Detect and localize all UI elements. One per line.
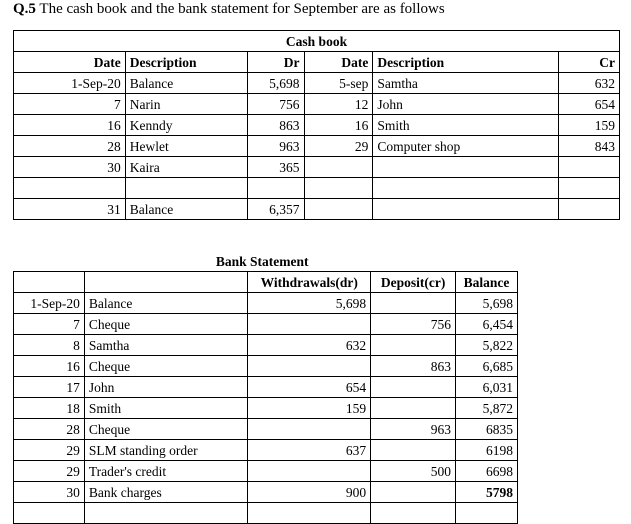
cash-book-dr: 5,698 [247, 73, 304, 94]
cash-book-dr: 863 [247, 115, 304, 136]
bank-deposit: 756 [371, 314, 456, 335]
bank-balance: 6198 [456, 440, 518, 461]
bank-deposit: 963 [371, 419, 456, 440]
question-number: Q.5 [13, 1, 36, 17]
bank-date: 16 [14, 356, 85, 377]
cash-book-dr: 756 [247, 94, 304, 115]
bank-date: 8 [14, 335, 85, 356]
cash-book-date2: 16 [304, 115, 373, 136]
bank-description: Cheque [84, 314, 248, 335]
bank-balance: 5798 [456, 482, 518, 503]
bank-balance: 5,822 [456, 335, 518, 356]
table-row [14, 73, 620, 94]
bank-withdrawal [248, 314, 371, 335]
bank-withdrawal: 654 [248, 377, 371, 398]
cash-book-date: 1-Sep-20 [14, 73, 126, 94]
cash-book-description [125, 178, 247, 199]
cash-book-header-description: Description [125, 52, 247, 73]
cash-book-description: Kenndy [125, 115, 247, 136]
cash-book-date: 28 [14, 136, 126, 157]
bank-statement-table [13, 251, 518, 524]
bank-description: SLM standing order [84, 440, 248, 461]
bank-balance: 6698 [456, 461, 518, 482]
table-row [14, 293, 518, 314]
cash-book-description2 [373, 157, 559, 178]
cash-book-date: 31 [14, 199, 126, 220]
bank-date: 28 [14, 419, 85, 440]
bank-balance: 6,454 [456, 314, 518, 335]
bank-description: Trader's credit [84, 461, 248, 482]
bank-balance: 5,872 [456, 398, 518, 419]
cash-book-description2: Computer shop [373, 136, 559, 157]
cash-book-date2 [304, 157, 373, 178]
table-row [14, 199, 620, 220]
bank-deposit [371, 482, 456, 503]
cash-book-cr: 654 [559, 94, 620, 115]
bank-deposit [371, 377, 456, 398]
bank-description [84, 503, 248, 524]
bank-date: 29 [14, 461, 85, 482]
bank-withdrawal [248, 356, 371, 377]
table-row [14, 482, 518, 503]
cash-book-date2 [304, 178, 373, 199]
cash-book-date2: 5-sep [304, 73, 373, 94]
table-row [14, 377, 518, 398]
table-row [14, 94, 620, 115]
cash-book-dr: 6,357 [247, 199, 304, 220]
bank-statement-title: Bank Statement [215, 253, 309, 269]
bank-withdrawal: 5,698 [248, 293, 371, 314]
bank-description: Balance [84, 293, 248, 314]
cash-book-description: Narin [125, 94, 247, 115]
bank-deposit [371, 398, 456, 419]
cash-book-description2 [373, 199, 559, 220]
cash-book-dr: 963 [247, 136, 304, 157]
bank-balance: 5,698 [456, 293, 518, 314]
table-row [14, 419, 518, 440]
cash-book-header-dr: Dr [247, 52, 304, 73]
table-row [14, 440, 518, 461]
bank-date: 7 [14, 314, 85, 335]
cash-book-date: 16 [14, 115, 126, 136]
bank-description: Smith [84, 398, 248, 419]
question-line [13, 1, 445, 18]
cash-book-date: 7 [14, 94, 126, 115]
cash-book-description2: John [373, 94, 559, 115]
question-text: The cash book and the bank statement for September are as follows [39, 1, 445, 17]
bank-date: 18 [14, 398, 85, 419]
cash-book-description2: Samtha [373, 73, 559, 94]
bank-description: John [84, 377, 248, 398]
table-row [14, 356, 518, 377]
cash-book-dr [247, 178, 304, 199]
cash-book-date2: 12 [304, 94, 373, 115]
table-row [14, 461, 518, 482]
cash-book-date [14, 178, 126, 199]
bank-deposit [371, 293, 456, 314]
table-row [14, 314, 518, 335]
cash-book-header-description2: Description [373, 52, 559, 73]
bank-withdrawal: 159 [248, 398, 371, 419]
bank-header-withdrawals: Withdrawals(dr) [248, 272, 371, 293]
cash-book-description: Balance [125, 199, 247, 220]
cash-book-dr: 365 [247, 157, 304, 178]
cash-book-header-date2: Date [304, 52, 373, 73]
cash-book-description2 [373, 178, 559, 199]
bank-balance: 6,685 [456, 356, 518, 377]
bank-balance: 6835 [456, 419, 518, 440]
bank-withdrawal: 900 [248, 482, 371, 503]
cash-book-cr [559, 157, 620, 178]
table-row [14, 398, 518, 419]
table-row [14, 115, 620, 136]
cash-book-cr: 159 [559, 115, 620, 136]
cash-book-date2 [304, 199, 373, 220]
bank-date: 30 [14, 482, 85, 503]
bank-date: 17 [14, 377, 85, 398]
bank-balance [456, 503, 518, 524]
bank-balance: 6,031 [456, 377, 518, 398]
cash-book-cr: 632 [559, 73, 620, 94]
bank-deposit: 863 [371, 356, 456, 377]
bank-deposit [371, 335, 456, 356]
bank-description: Bank charges [84, 482, 248, 503]
bank-description: Cheque [84, 419, 248, 440]
bank-header-balance: Balance [456, 272, 518, 293]
table-row [14, 503, 518, 524]
cash-book-cr: 843 [559, 136, 620, 157]
cash-book-header-cr: Cr [559, 52, 620, 73]
table-row [14, 178, 620, 199]
cash-book-date2: 29 [304, 136, 373, 157]
table-row [14, 136, 620, 157]
cash-book-description2: Smith [373, 115, 559, 136]
cash-book-table [13, 30, 620, 220]
bank-withdrawal [248, 419, 371, 440]
table-row [14, 157, 620, 178]
cash-book-title: Cash book [14, 31, 620, 52]
bank-date: 1-Sep-20 [14, 293, 85, 314]
bank-withdrawal [248, 503, 371, 524]
bank-description: Samtha [84, 335, 248, 356]
bank-deposit [371, 503, 456, 524]
bank-withdrawal: 637 [248, 440, 371, 461]
bank-deposit: 500 [371, 461, 456, 482]
bank-date [14, 503, 85, 524]
bank-withdrawal: 632 [248, 335, 371, 356]
bank-date: 29 [14, 440, 85, 461]
bank-deposit [371, 440, 456, 461]
cash-book-description: Balance [125, 73, 247, 94]
cash-book-date: 30 [14, 157, 126, 178]
cash-book-cr [559, 178, 620, 199]
bank-header-deposit: Deposit(cr) [371, 272, 456, 293]
table-row [14, 335, 518, 356]
cash-book-cr [559, 199, 620, 220]
cash-book-description: Kaira [125, 157, 247, 178]
cash-book-header-date: Date [14, 52, 126, 73]
cash-book-description: Hewlet [125, 136, 247, 157]
bank-description: Cheque [84, 356, 248, 377]
bank-withdrawal [248, 461, 371, 482]
